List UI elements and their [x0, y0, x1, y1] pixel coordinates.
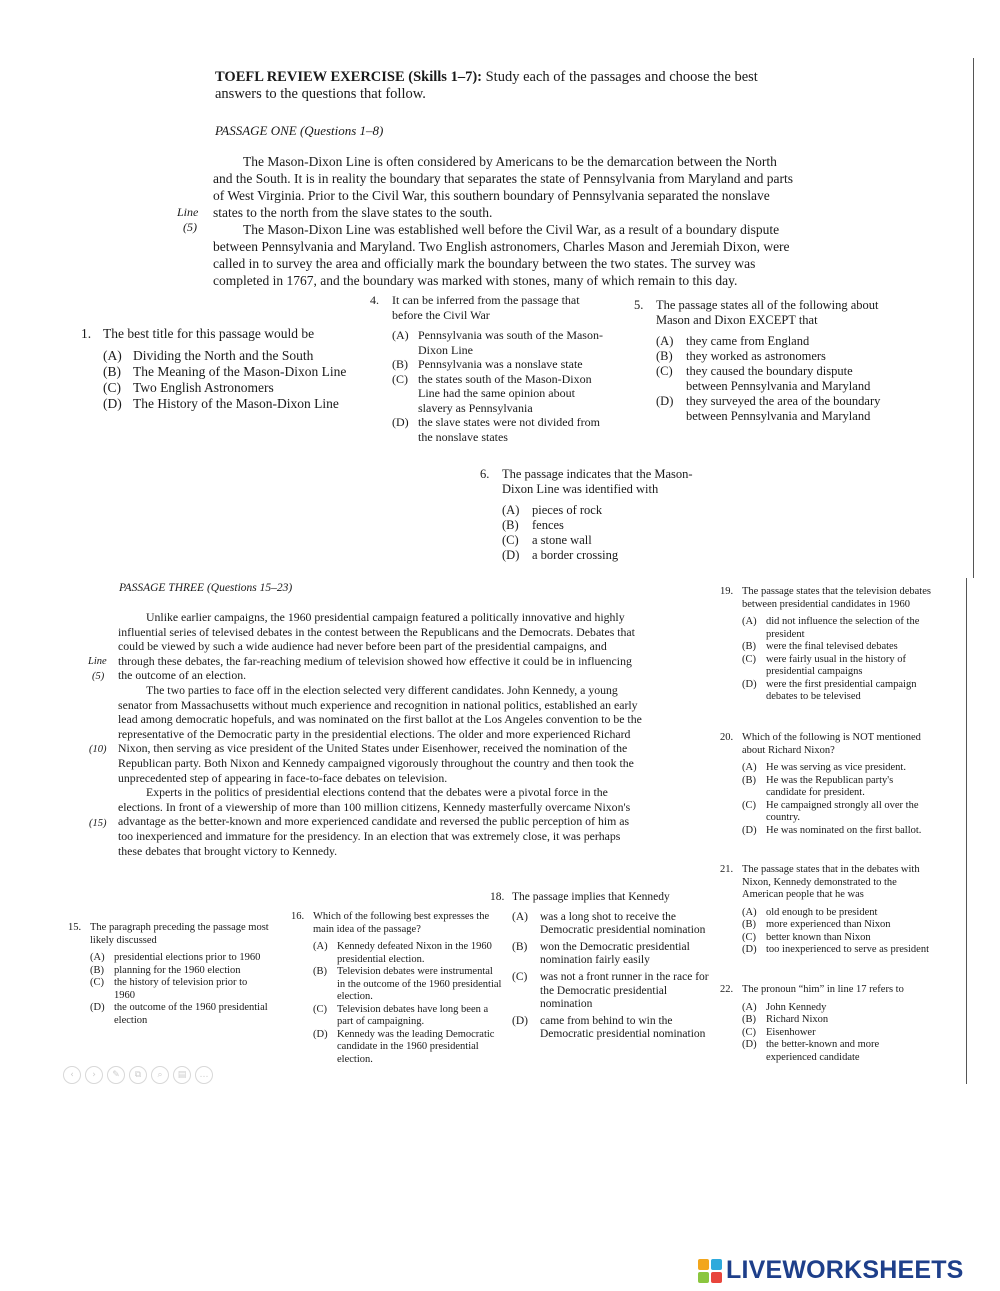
next-icon[interactable]: ›	[85, 1066, 103, 1084]
option-text: Dividing the North and the South	[133, 348, 314, 363]
viewer-toolbar	[63, 1066, 213, 1084]
passage-one-para1: The Mason-Dixon Line is often considered by Americans to be the demarcation between the North and the South. It is in reality the boundary that separates the state of Pennsylvania from Maryland and parts of West Virginia. Prior to the Civil War, this southern boundary of Pennsylvania separated the nonslave states to the north from the slave states to the south.	[213, 154, 793, 220]
header-instructions: Study each of the passages and choose the best	[485, 69, 758, 85]
answer-option[interactable]	[742, 907, 932, 920]
zoom-icon[interactable]: ⌕	[151, 1066, 169, 1084]
option-letter: (B)	[656, 349, 673, 363]
answer-option[interactable]	[742, 762, 932, 775]
option-text: a stone wall	[532, 533, 592, 547]
option-text: He campaigned strongly all over the country.	[766, 799, 919, 823]
option-letter: (D)	[742, 944, 757, 955]
answer-option[interactable]	[742, 825, 932, 838]
option-letter: (A)	[502, 503, 520, 517]
answer-option[interactable]	[392, 372, 607, 416]
option-text: Kennedy was the leading Democratic candidate in the 1960 presidential election.	[337, 1028, 495, 1065]
option-letter: (A)	[742, 762, 757, 773]
option-letter: (A)	[656, 334, 674, 348]
passage-three-line-15: (15)	[89, 818, 107, 829]
question-number: 21.	[720, 864, 734, 875]
question-stem: The best title for this passage would be	[103, 326, 315, 341]
option-text: were fairly usual in the history of presidential campaigns	[766, 653, 906, 677]
option-text: fences	[532, 518, 564, 532]
answer-option[interactable]	[512, 941, 712, 968]
exercise-header	[215, 69, 815, 103]
answer-option[interactable]	[656, 364, 886, 394]
question-number: 1.	[81, 326, 92, 341]
option-letter: (C)	[742, 799, 756, 811]
answer-option[interactable]	[313, 1029, 503, 1067]
answer-option[interactable]	[313, 941, 503, 966]
option-letter: (A)	[742, 1001, 757, 1013]
passage-three-para2: The two parties to face off in the election selected very different candidates. John Kennedy, a young senator from Massachusetts without much experience and recognition in national politics, established an early lead among democratic hopefuls, and was nominated on the first ballot at the Los Angeles convention to be the representative of the Democratic party in the presidential elections. The older and more experienced Richard Nixon, then serving as vice president of the United States under Eisenhower, received the nomination of the Republican party. Both Nixon and Kennedy campaigned vigorously throughout the country and then took the unprecedented step of appearing in face-to-face debates on television.	[118, 682, 642, 785]
question-number: 22.	[720, 984, 734, 995]
option-text: was a long shot to receive the Democratic presidential nomination	[540, 910, 706, 937]
answer-option[interactable]	[392, 328, 607, 357]
option-letter: (D)	[502, 548, 520, 562]
answer-option[interactable]	[512, 971, 712, 1012]
prev-icon[interactable]: ‹	[63, 1066, 81, 1084]
question-stem: Which of the following best expresses the main idea of the passage?	[313, 911, 490, 935]
question-22	[720, 984, 932, 1064]
option-text: John Kennedy	[766, 1001, 827, 1013]
passage-three-line-label: Line	[88, 656, 107, 667]
answer-option[interactable]	[512, 1015, 712, 1042]
option-letter: (C)	[742, 931, 756, 943]
option-letter: (B)	[742, 1014, 756, 1025]
passage-three-line-5: (5)	[92, 671, 105, 682]
option-letter: (A)	[742, 906, 757, 918]
option-text: Eisenhower	[766, 1026, 816, 1038]
option-letter: (D)	[742, 824, 757, 836]
option-letter: (D)	[512, 1014, 528, 1027]
question-stem: Which of the following is NOT mentioned about Richard Nixon?	[742, 732, 921, 756]
answer-option[interactable]	[502, 518, 722, 533]
option-text: planning for the 1960 election	[114, 964, 241, 976]
answer-option[interactable]	[103, 364, 363, 380]
page-border-bottom-right	[966, 578, 967, 1084]
passage-one-line-label: Line	[177, 205, 199, 219]
option-letter: (D)	[313, 1028, 328, 1040]
option-letter: (C)	[502, 533, 519, 547]
question-number: 20.	[720, 732, 734, 743]
option-text: the outcome of the 1960 presidential election	[114, 1002, 268, 1026]
question-18	[490, 891, 712, 1042]
option-letter: (A)	[103, 348, 122, 363]
question-6	[480, 467, 722, 563]
option-letter: (C)	[103, 380, 121, 395]
print-icon[interactable]: ▤	[173, 1066, 191, 1084]
option-letter: (B)	[313, 966, 327, 977]
question-16	[291, 911, 503, 1066]
option-text: old enough to be president	[766, 906, 878, 918]
option-letter: (C)	[656, 364, 673, 378]
answer-option[interactable]	[103, 348, 363, 364]
question-15	[68, 922, 270, 1027]
answer-option[interactable]	[656, 349, 886, 364]
option-letter: (A)	[742, 616, 757, 627]
answer-option[interactable]	[313, 1004, 503, 1029]
answer-option[interactable]	[742, 1014, 932, 1027]
option-text: they surveyed the area of the boundary between Pennsylvania and Maryland	[686, 394, 881, 423]
answer-option[interactable]	[742, 800, 932, 825]
option-text: Pennsylvania was a nonslave state	[418, 357, 583, 371]
option-text: Television debates were instrumental in the outcome of the 1960 presidential election.	[337, 966, 502, 1002]
answer-option[interactable]	[90, 952, 270, 965]
answer-option[interactable]	[742, 1039, 932, 1064]
option-text: did not influence the selection of the president	[766, 616, 920, 640]
header-instructions-line2: answers to the questions that follow.	[215, 86, 426, 102]
liveworksheets-logo-icon	[698, 1259, 722, 1283]
answer-option[interactable]	[103, 380, 363, 396]
answer-option[interactable]	[742, 944, 932, 957]
question-stem: The passage states that in the debates with Nixon, Kennedy demonstrated to the American people that he was	[742, 864, 920, 900]
option-text: pieces of rock	[532, 503, 603, 517]
answer-option[interactable]	[656, 394, 886, 424]
answer-option[interactable]	[392, 357, 607, 372]
passage-one-heading: PASSAGE ONE (Questions 1–8)	[215, 123, 384, 138]
option-letter: (D)	[392, 415, 409, 429]
passage-one-para2: The Mason-Dixon Line was established well before the Civil War, as a result of a boundary dispute between Pennsylvania and Maryland. Two English astronomers, Charles Mason and Jeremiah Dixon, were called in to survey the area and officially mark the boundary between the two states. The survey was completed in 1767, and the boundary was marked with stones, many of which remain to this day.	[213, 222, 790, 288]
answer-option[interactable]	[502, 548, 722, 563]
more-icon[interactable]: …	[195, 1066, 213, 1084]
page-border-top-right	[973, 58, 974, 578]
answer-option[interactable]	[742, 654, 932, 679]
answer-option[interactable]	[313, 966, 503, 1004]
answer-option[interactable]	[392, 415, 607, 444]
option-letter: (C)	[313, 1003, 327, 1015]
question-stem: The passage implies that Kennedy	[512, 891, 670, 903]
option-text: the states south of the Mason-Dixon Line had the same opinion about slavery as Pennsylvania	[418, 371, 592, 415]
option-text: more experienced than Nixon	[766, 919, 891, 930]
option-text: Pennsylvania was south of the Mason-Dixon Line	[418, 328, 603, 357]
answer-option[interactable]	[742, 679, 932, 704]
option-text: The Meaning of the Mason-Dixon Line	[133, 364, 347, 379]
option-text: The History of the Mason-Dixon Line	[133, 396, 339, 411]
option-text: too inexperienced to serve as president	[766, 944, 929, 955]
passage-three-para3: Experts in the politics of presidential elections contend that the debates were a pivotal force in the elections. In front of a viewership of more than 100 million citizens, Kennedy masterfully overcame Nixon's advantage as the better-known and more experienced candidate and reversed the public perception of him as too inexperienced and immature for the presidency. In an election that was extremely close, it was perhaps these debates that brought victory to Kennedy.	[118, 785, 631, 858]
passage-one-text	[213, 153, 793, 289]
answer-option[interactable]	[103, 396, 363, 412]
option-text: better known than Nixon	[766, 931, 871, 943]
option-text: won the Democratic presidential nomination fairly easily	[540, 940, 690, 967]
answer-option[interactable]	[656, 334, 886, 349]
question-21	[720, 864, 932, 957]
option-letter: (C)	[392, 371, 408, 386]
question-number: 16.	[291, 911, 305, 922]
brand-name: LIVEWORKSHEETS	[726, 1256, 964, 1284]
passage-three-para1: Unlike earlier campaigns, the 1960 presidential campaign featured a politically innovative and highly influential series of televised debates in the contest between the Republicans and the Democrats. Debates that could be viewed by such a wide audience had never before been part of the presidential campaigns, and through these debates, the far-reaching medium of television showed how effective it could be in influencing the outcome of an election.	[118, 610, 635, 683]
option-text: the slave states were not divided from the nonslave states	[418, 415, 600, 444]
answer-option[interactable]	[502, 503, 722, 518]
question-number: 18.	[490, 891, 505, 903]
option-letter: (B)	[103, 364, 121, 379]
copy-icon[interactable]: ⧉	[129, 1066, 147, 1084]
option-text: came from behind to win the Democratic presidential nomination	[540, 1014, 706, 1041]
answer-option[interactable]	[742, 1027, 932, 1040]
question-number: 4.	[370, 293, 379, 307]
question-20	[720, 732, 932, 837]
option-text: was not a front runner in the race for the Democratic presidential nomination	[540, 970, 709, 1011]
answer-option[interactable]	[742, 1002, 932, 1015]
answer-option[interactable]	[90, 977, 270, 1002]
option-text: the better-known and more experienced candidate	[766, 1039, 880, 1063]
option-letter: (B)	[742, 919, 756, 930]
answer-option[interactable]	[742, 775, 932, 800]
option-text: Television debates have long been a part of campaigning.	[337, 1003, 489, 1027]
option-text: Richard Nixon	[766, 1014, 829, 1025]
option-letter: (D)	[742, 678, 757, 690]
question-number: 6.	[480, 467, 490, 481]
option-text: presidential elections prior to 1960	[114, 952, 261, 963]
question-4	[370, 293, 607, 444]
option-letter: (C)	[742, 653, 756, 665]
question-number: 15.	[68, 922, 82, 933]
answer-option[interactable]	[742, 616, 932, 641]
answer-option[interactable]	[502, 533, 722, 548]
answer-option[interactable]	[90, 1002, 270, 1027]
passage-three-heading: PASSAGE THREE (Questions 15–23)	[119, 582, 293, 594]
option-letter: (A)	[313, 941, 328, 952]
option-text: Kennedy defeated Nixon in the 1960 presidential election.	[337, 941, 492, 965]
option-letter: (B)	[742, 774, 756, 786]
option-letter: (A)	[90, 952, 105, 963]
option-letter: (C)	[512, 970, 528, 983]
option-letter: (C)	[742, 1026, 756, 1038]
liveworksheets-brand[interactable]	[698, 1256, 964, 1285]
question-stem: The passage states that the television debates between presidential candidates in 1960	[742, 586, 931, 610]
question-stem: It can be inferred from the passage that before the Civil War	[392, 293, 580, 322]
answer-option[interactable]	[742, 932, 932, 945]
option-letter: (B)	[512, 940, 528, 953]
answer-option[interactable]	[742, 641, 932, 654]
question-1	[81, 326, 363, 412]
option-letter: (C)	[90, 977, 104, 988]
option-text: were the final televised debates	[766, 641, 898, 652]
option-text: were the first presidential campaign debates to be televised	[766, 678, 917, 702]
option-text: a border crossing	[532, 548, 619, 562]
answer-option[interactable]	[90, 965, 270, 978]
option-text: they came from England	[686, 334, 810, 348]
question-stem: The paragraph preceding the passage most likely discussed	[90, 922, 269, 946]
question-19	[720, 586, 932, 704]
question-number: 5.	[634, 298, 644, 312]
option-letter: (A)	[392, 328, 409, 342]
question-stem: The passage states all of the following about Mason and Dixon EXCEPT that	[656, 298, 879, 327]
answer-option[interactable]	[742, 919, 932, 932]
passage-three-text	[118, 610, 642, 858]
option-letter: (B)	[392, 357, 408, 371]
option-text: the history of television prior to 1960	[114, 977, 248, 1001]
option-text: He was nominated on the first ballot.	[766, 824, 922, 836]
answer-option[interactable]	[512, 911, 712, 938]
question-number: 19.	[720, 586, 734, 597]
option-letter: (A)	[512, 910, 528, 923]
option-letter: (B)	[502, 518, 519, 532]
option-text: He was serving as vice president.	[766, 762, 906, 773]
option-text: they worked as astronomers	[686, 349, 826, 363]
option-letter: (D)	[103, 396, 122, 411]
passage-one-line-5: (5)	[183, 220, 197, 234]
edit-icon[interactable]: ✎	[107, 1066, 125, 1084]
option-letter: (B)	[90, 964, 104, 976]
question-5	[634, 298, 886, 424]
option-text: Two English Astronomers	[133, 380, 274, 395]
option-text: He was the Republican party's candidate for president.	[766, 774, 894, 798]
option-text: they caused the boundary dispute between Pennsylvania and Maryland	[686, 364, 871, 393]
option-letter: (D)	[90, 1002, 105, 1013]
passage-three-line-10: (10)	[89, 744, 107, 755]
option-letter: (B)	[742, 641, 756, 652]
option-letter: (D)	[656, 394, 674, 408]
question-stem: The passage indicates that the Mason-Dixon Line was identified with	[502, 467, 693, 496]
question-stem: The pronoun “him” in line 17 refers to	[742, 984, 904, 995]
header-title: TOEFL REVIEW EXERCISE (Skills 1–7):	[215, 69, 482, 85]
option-letter: (D)	[742, 1039, 757, 1050]
